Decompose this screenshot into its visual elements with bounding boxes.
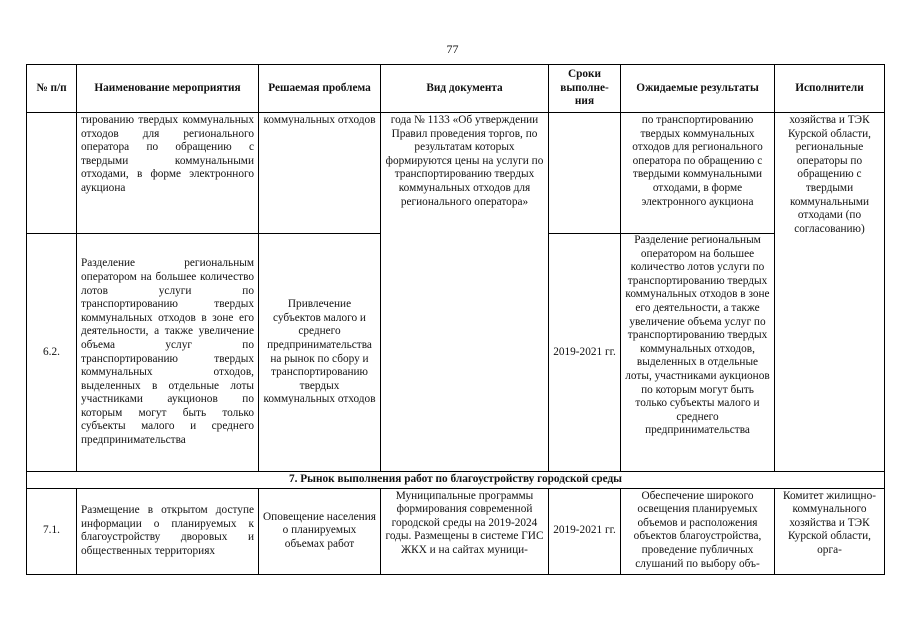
cell-results: Разделение региональным оператором на большее количество лотов услуги по транспортированию твердых коммунальных отходов в зоне его деятельности, а также увеличение объема услуг по транспортированию твердых коммунальных отходов, выделенных в отдельные лоты, участниками аукционов по которым могут быть только субъекты малого и среднего предпринимательства: [621, 234, 775, 472]
cell-name: Размещение в открытом доступе информации о планируемых к благоустройству дворовых и общественных территориях: [77, 488, 259, 574]
cell-problem: Оповещение населения о планируемых объемах работ: [259, 488, 381, 574]
measures-table: [26, 64, 885, 575]
cell-results: по транспортированию твердых коммунальных отходов для регионального оператора по обращению с твердыми коммунальными отходами, в форме электронного аукциона: [621, 113, 775, 234]
cell-executors: Комитет жилищно-коммунального хозяйства и ТЭК Курской области, орга-: [775, 488, 885, 574]
header-doc: Вид документа: [381, 65, 549, 113]
section-title: 7. Рынок выполнения работ по благоустройству городской среды: [27, 472, 885, 489]
cell-problem: коммунальных отходов: [259, 113, 381, 234]
cell-problem: Привлечение субъектов малого и среднего предпринимательства на рынок по сбору и транспортированию твердых коммунальных отходов: [259, 234, 381, 472]
page-number: 77: [446, 42, 459, 56]
cell-num: 7.1.: [27, 488, 77, 574]
header-row: [27, 65, 885, 113]
table-row-7-1: [27, 488, 885, 574]
header-name: Наименование мероприятия: [77, 65, 259, 113]
header-term: Сроки выполне-ния: [549, 65, 621, 113]
cell-term: 2019-2021 гг.: [549, 488, 621, 574]
cell-term: 2019-2021 гг.: [549, 234, 621, 472]
section-row: [27, 472, 885, 489]
cell-term-empty: [549, 113, 621, 234]
header-results: Ожидаемые результаты: [621, 65, 775, 113]
cell-results: Обеспечение широкого освещения планируемых объемов и расположения объектов благоустройства, проведение публичных слушаний по выбору объ-: [621, 488, 775, 574]
header-executors: Исполнители: [775, 65, 885, 113]
cell-executors: хозяйства и ТЭК Курской области, региональные операторы по обращению с твердыми коммунальными отходами (по согласованию): [775, 113, 885, 472]
cell-num-empty: [27, 113, 77, 234]
cell-doc: года № 1133 «Об утверждении Правил проведения торгов, по результатам которых формируются цены на услуги по транспортированию твердых коммунальных отходов для регионального оператора»: [381, 113, 549, 472]
cell-num: 6.2.: [27, 234, 77, 472]
header-num: № п/п: [27, 65, 77, 113]
header-problem: Решаемая проблема: [259, 65, 381, 113]
cell-doc: Муниципальные программы формирования современной городской среды на 2019-2024 годы. Размещены в системе ГИС ЖКХ и на сайтах муници-: [381, 488, 549, 574]
cell-name: Разделение региональным оператором на большее количество лотов услуги по транспортированию твердых коммунальных отходов в зоне его деятельности, а также увеличение объема услуг по транспортированию твердых коммунальных отходов, выделенных в отдельные лоты участниками аукционов по которым могут быть только субъекты малого и среднего предпринимательства: [77, 234, 259, 472]
table-row-continuation: [27, 113, 885, 234]
cell-name: тированию твердых коммунальных отходов для регионального оператора по обращению с твердыми коммунальными отходами, в форме электронного аукциона: [77, 113, 259, 234]
